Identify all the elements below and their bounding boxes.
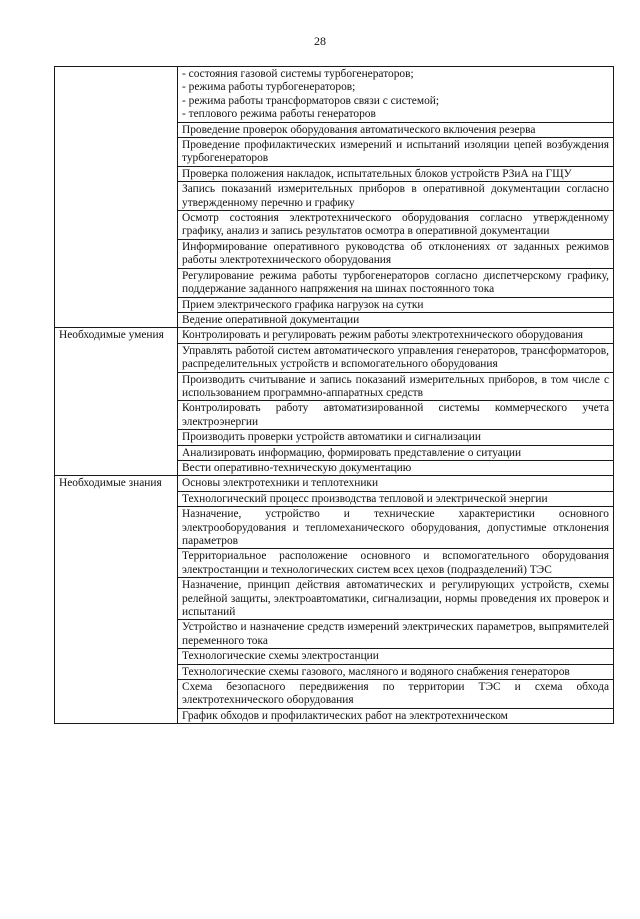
table-cell-item: Запись показаний измерительных приборов в оперативной документации согласно утвержденному перечню и графику: [178, 182, 614, 211]
table-cell-item: Проверка положения накладок, испытательных блоков устройств РЗиА на ГЩУ: [178, 166, 614, 181]
page-number: 28: [314, 34, 326, 48]
table-cell-item: Проведение профилактических измерений и испытаний изоляции цепей возбуждения турбогенераторов: [178, 138, 614, 167]
table-row: [55, 328, 614, 343]
table-cell-item: Осмотр состояния электротехнического оборудования согласно утвержденному графику, анализ и запись результатов осмотра в оперативной документации: [178, 211, 614, 240]
cell-line: - теплового режима работы генераторов: [182, 108, 376, 121]
table-cell-item: Территориальное расположение основного и вспомогательного оборудования электростанции и технологических систем всех цехов (подразделений) ТЭС: [178, 549, 614, 578]
table-cell-item: Назначение, устройство и технические характеристики основного электрооборудования и тепломеханического оборудования, допустимые отклонения параметров: [178, 507, 614, 549]
table-cell-item: Регулирование режима работы турбогенераторов согласно диспетчерскому графику, поддержание заданного напряжения на шинах постоянного тока: [178, 268, 614, 297]
table-cell-item: Технологические схемы электростанции: [178, 649, 614, 664]
table-cell-item: Прием электрического графика нагрузок на сутки: [178, 297, 614, 312]
table-body: [55, 67, 614, 724]
section-label: [55, 67, 178, 328]
table-row: [55, 67, 614, 123]
table-cell-item: Вести оперативно-техническую документацию: [178, 460, 614, 475]
table-cell-item: Назначение, принцип действия автоматических и регулирующих устройств, схемы релейной защиты, электроавтоматики, сигнализации, нормы проведения их проверок и испытаний: [178, 578, 614, 620]
table-cell-item: Производить считывание и запись показаний измерительных приборов, в том числе с использованием программно-аппаратных средств: [178, 372, 614, 401]
table-cell-item: [178, 67, 614, 123]
table-cell-item: Управлять работой систем автоматического управления генераторов, трансформаторов, распределительных устройств и вспомогательного оборудования: [178, 343, 614, 372]
section-label: Необходимые умения: [55, 328, 178, 476]
table-cell-item: Информирование оперативного руководства об отклонениях от заданных режимов работы электротехнического оборудования: [178, 239, 614, 268]
table-cell-item: График обходов и профилактических работ на электротехническом: [178, 708, 614, 723]
table-cell-item: Ведение оперативной документации: [178, 312, 614, 327]
table-cell-item: Технологические схемы газового, масляного и водяного снабжения генераторов: [178, 664, 614, 679]
table-cell-item: Производить проверки устройств автоматики и сигнализации: [178, 430, 614, 445]
table-cell-item: Основы электротехники и теплотехники: [178, 476, 614, 491]
table-cell-item: Технологический процесс производства тепловой и электрической энергии: [178, 491, 614, 506]
table-cell-item: Контролировать и регулировать режим работы электротехнического оборудования: [178, 328, 614, 343]
cell-line: - режима работы турбогенераторов;: [182, 81, 356, 94]
table-cell-item: Устройство и назначение средств измерений электрических параметров, выпрямителей переменного тока: [178, 620, 614, 649]
labor-function-table: [54, 66, 614, 724]
table-cell-item: Проведение проверок оборудования автоматического включения резерва: [178, 122, 614, 137]
table-cell-item: Схема безопасного передвижения по территории ТЭС и схема обхода электротехнического оборудования: [178, 680, 614, 709]
table-row: [55, 476, 614, 491]
cell-line: - состояния газовой системы турбогенераторов;: [182, 68, 414, 80]
table-cell-item: Анализировать информацию, формировать представление о ситуации: [178, 445, 614, 460]
cell-line: - режима работы трансформаторов связи с системой;: [182, 94, 440, 107]
section-label: Необходимые знания: [55, 476, 178, 724]
table-cell-item: Контролировать работу автоматизированной системы коммерческого учета электроэнергии: [178, 401, 614, 430]
